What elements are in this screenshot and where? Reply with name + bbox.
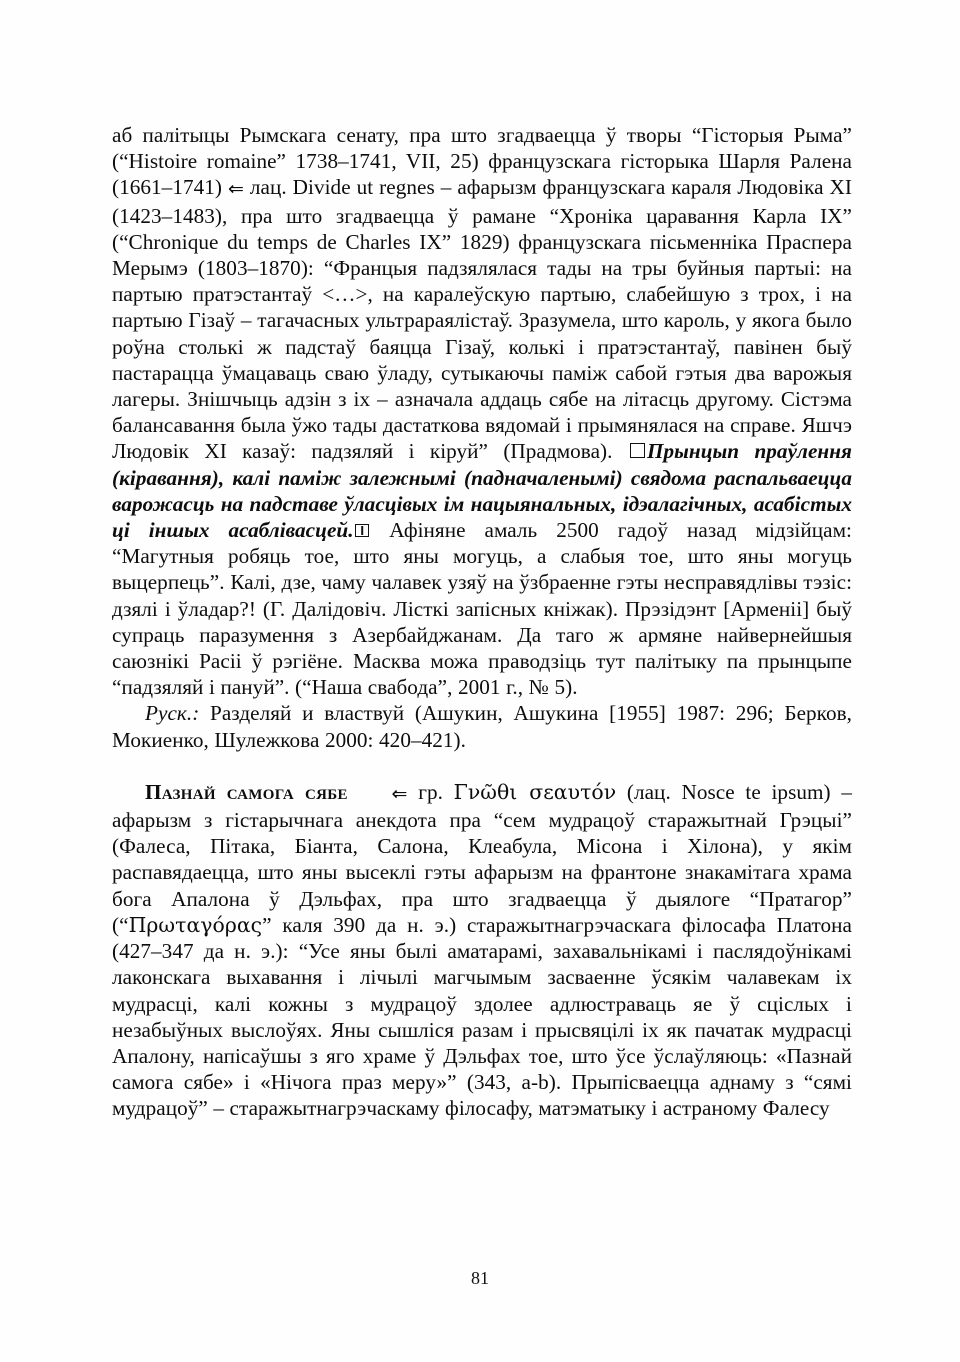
greek-dialogue-title: Πρωταγόρας	[128, 912, 263, 937]
paragraph-3-segment-2: ” каля 390 да н. э.) старажытнагрэчаскага філосафа Платона (427–347 да н. э.): “Усе яны былі аматарамі, захавальнікамі і паслядоўнікамі лаконскага выхавання і лічылі магчымым засваенне ўсякім чалавекам іх мудрасці, калі кожны з мудрацоў здолее адлюстраваць яе ў сціслых і незабыўных выслоўях. Яны сышліся разам і прысвяцілі іх як пачатак мудрасці Апалону, напісаўшы з яго храме ў Дэльфах тое, што ўсе ўслаўляюць: «Пазнай самога сябе» і «Нічога праз меру»” (343, a-b). Прыпісваецца аднаму з “сямі мудрацоў” – старажытнагрэчаскаму філосафу, матэматыку і астраному Фалесу	[112, 912, 852, 1121]
greek-phrase: Γνῶθι σεαυτόν	[453, 779, 617, 804]
left-double-arrow-icon: ⇐	[227, 178, 244, 201]
open-book-icon	[355, 524, 370, 537]
paragraph-russian-equivalent	[112, 700, 852, 752]
paragraph-divide-et-impera	[112, 122, 852, 700]
russian-label: Руск.:	[145, 701, 200, 726]
open-square-icon	[630, 443, 645, 458]
paragraph-1-segment-1: аб палітыцы Рымскага сенату, пра што згадваецца ў творы “Гісторыя Рыма” (“Histoire romaine” 1738–1741, VII, 25) французскага гісторыка Шарля Ралена (1661–1741)	[112, 123, 852, 200]
latin-note: (лац. Nosce te ipsum) –	[616, 779, 852, 804]
text-column	[112, 122, 852, 1122]
source-language-label: гр.	[407, 779, 454, 804]
paragraph-1-segment-2: лац. Divide ut regnes – афарызм французскага караля Людовіка XI (1423–1483), пра што згадваецца ў рамане “Хроніка царавання Карла IX” (“Chronique du temps de Charles IX” 1829) французскага пісьменніка Праспера Мерымэ (1803–1870): “Францыя падзялялася тады на тры буйныя партыі: на партыю пратэстантаў <…>, на каралеўскую партыю, слабейшую з трох, і на партыю Гізаў – тагачасных ультрараялістаў. Зразумела, што кароль, у якога было роўна столькі ж падстаў баяцца Гізаў, колькі і пратэстантаў, павінен быў пастарацца ўмацаваць сваю ўладу, сутыкаючы паміж сабой гэтыя два варожыя лагеры. Знішчыць адзін з іх – азначала аддаць сябе на літасць другому. Сістэма балансавання была ўжо тады дастаткова вядомай і прымянялася на справе. Яшчэ Людовік XI казаў: падзяляй і кіруй” (Прадмова).	[112, 175, 852, 464]
paragraph-nosce-te-ipsum	[112, 779, 852, 1122]
definition-bold-italic: Прынцып праўлення (кіравання), калі паміж залежнымі (падначаленымі) свядома распальваецца варожасць на падставе ўласцівых ім нацыянальных, ідэалагічных, асабістых ці іншых асаблівасцей.	[112, 439, 852, 543]
left-double-arrow-icon: ⇐	[391, 782, 408, 805]
page-number: 81	[471, 1268, 489, 1288]
entry-headword: Пазнай самога сябе	[145, 779, 348, 804]
russian-equivalent-text: Разделяй и властвуй (Ашукин, Ашукина [1955] 1987: 296; Берков, Мокиенко, Шулежкова 2000: 420–421).	[112, 701, 852, 752]
paragraph-3-segment-1: афарызм з гістарычнага анекдота пра “сем мудрацоў старажытнай Грэцыі” (Фалеса, Пітака, Біанта, Салона, Клеабула, Місона і Хілона), у якім распавядаецца, што яны высеклі гэты афарызм на франтоне знакамітага храма бога Апалона ў Дэльфах, пра што згадваецца ў дыялоге “Пратагор” (“	[112, 808, 852, 937]
paragraph-1-segment-3: Афіняне амаль 2500 гадоў назад мідзійцам: “Магутныя робяць тое, што яны могуць, а слабыя тое, што яны могуць выцерпець”. Калі, дзе, чаму чалавек узяў на ўзбраенне гэты несправядлівы тэзіс: дзялі і ўладар?! (Г. Далідовіч. Лісткі запісных кніжак). Прэзідэнт [Арменіі] быў супраць паразумення з Азербайджанам. Да таго ж армяне найвернейшыя саюзнікі Расіі ў рэгіёне. Масква можа праводзіць тут палітыку па прынцыпе “падзяляй і пануй”. (“Наша свабода”, 2001 г., № 5).	[112, 518, 852, 700]
